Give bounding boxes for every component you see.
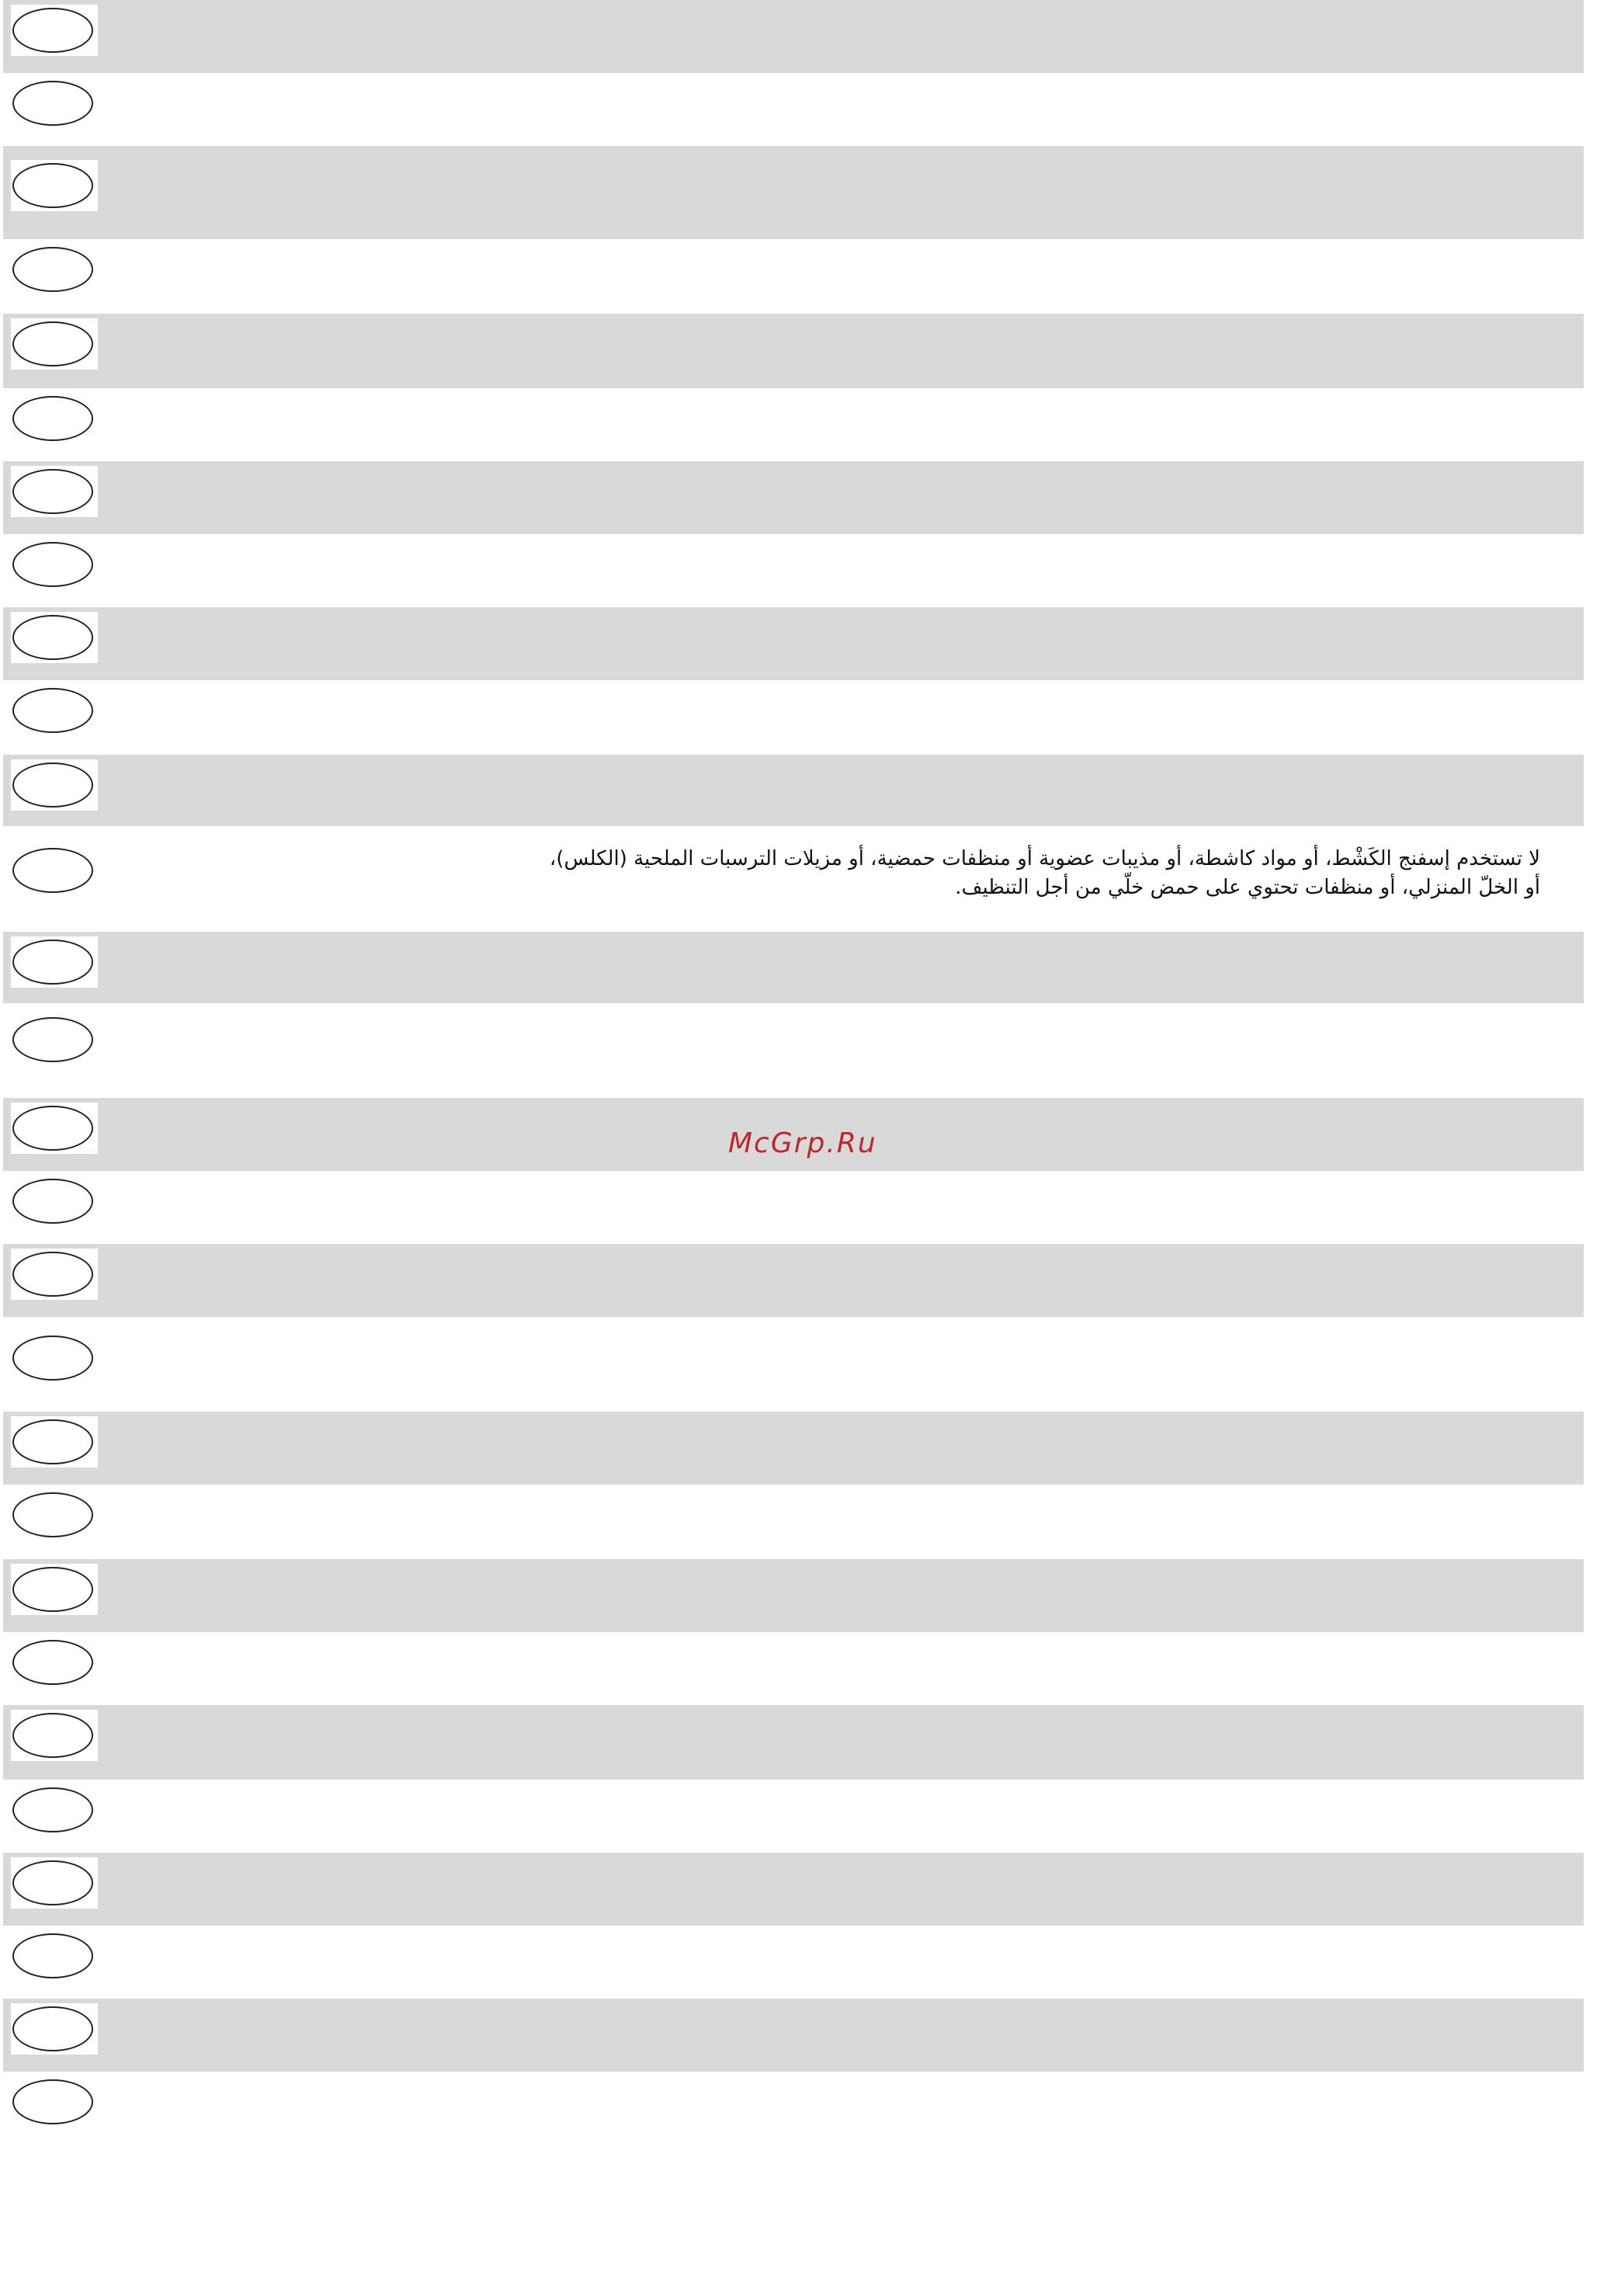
list-row [3,1705,1584,1780]
oval-bullet-icon [12,2079,93,2124]
bullet-box [11,1637,98,1688]
bullet-box [11,1784,98,1836]
bullet-box [11,1416,98,1468]
list-row [3,1244,1584,1317]
oval-bullet-icon [12,81,93,126]
list-row [3,1632,1584,1705]
bullet-box [11,1176,98,1227]
list-row [3,534,1584,607]
bullet-box [11,1332,98,1384]
bullet-box [11,1930,98,1982]
list-row [3,314,1584,388]
list-row [3,1412,1584,1485]
bullet-box [11,2076,98,2128]
bullet-box [11,1014,98,1065]
oval-bullet-icon [12,1860,93,1905]
list-row [3,1999,1584,2072]
oval-bullet-icon [12,163,93,208]
list-row [3,607,1584,680]
warning-line-2: أو الخلّ المنزلي، أو منظفات تحتوي على حمض خلّي من أجل التنظيف. [955,876,1540,899]
bullet-box [11,5,98,56]
oval-bullet-icon [12,848,93,893]
oval-bullet-icon [12,1567,93,1612]
oval-bullet-icon [12,542,93,587]
list-row [3,1780,1584,1853]
oval-bullet-icon [12,940,93,985]
list-row [3,1926,1584,1999]
oval-bullet-icon [12,762,93,808]
list-row [3,755,1584,826]
list-row [3,680,1584,755]
oval-bullet-icon [12,8,93,53]
bullet-box [11,318,98,370]
oval-bullet-icon [12,1017,93,1062]
oval-bullet-icon [12,469,93,514]
bullet-box [11,845,98,896]
bullet-box [11,244,98,295]
list-row [3,1485,1584,1559]
oval-bullet-icon [12,1419,93,1464]
warning-line-1: لا تستخدم إسفنج الكَشْط، أو مواد كاشطة، أو مذيبات عضوية أو منظفات حمضية، أو مزيلات الترسبات الملحية (الكلس)، [549,847,1540,870]
bullet-box [11,936,98,988]
oval-bullet-icon [12,1787,93,1832]
list-row [3,73,1584,146]
bullet-box [11,1249,98,1300]
list-row [3,239,1584,314]
oval-bullet-icon [12,396,93,441]
bullet-box [11,612,98,663]
bullet-box [11,1103,98,1154]
oval-bullet-icon [12,1492,93,1537]
list-row [3,0,1584,73]
bullet-box [11,539,98,590]
oval-bullet-icon [12,1106,93,1151]
bullet-box [11,1489,98,1541]
bullet-box [11,160,98,211]
list-row [3,2072,1584,2149]
watermark-text: McGrp.Ru [728,1127,877,1159]
bullet-box [11,1857,98,1909]
oval-bullet-icon [12,321,93,366]
list-row [3,1171,1584,1244]
list-row [3,1003,1584,1098]
oval-bullet-icon [12,1179,93,1224]
list-row [3,461,1584,534]
bullet-box [11,759,98,811]
bullet-box [11,1710,98,1761]
oval-bullet-icon [12,615,93,660]
oval-bullet-icon [12,247,93,292]
list-row [3,388,1584,461]
list-row [3,1853,1584,1926]
cleaning-warning-text [453,845,1540,902]
oval-bullet-icon [12,1336,93,1381]
warning-row [3,826,1584,932]
oval-bullet-icon [12,2006,93,2051]
bullet-box [11,2003,98,2055]
oval-bullet-icon [12,1933,93,1978]
oval-bullet-icon [12,1713,93,1758]
oval-bullet-icon [12,688,93,733]
bullet-box [11,685,98,736]
list-row [3,1559,1584,1632]
oval-bullet-icon [12,1252,93,1297]
bullet-box [11,1564,98,1615]
bullet-box [11,393,98,444]
bullet-box [11,466,98,517]
list-row [3,1317,1584,1412]
list-row [3,932,1584,1003]
bullet-box [11,78,98,129]
list-row [3,146,1584,239]
oval-bullet-icon [12,1640,93,1685]
